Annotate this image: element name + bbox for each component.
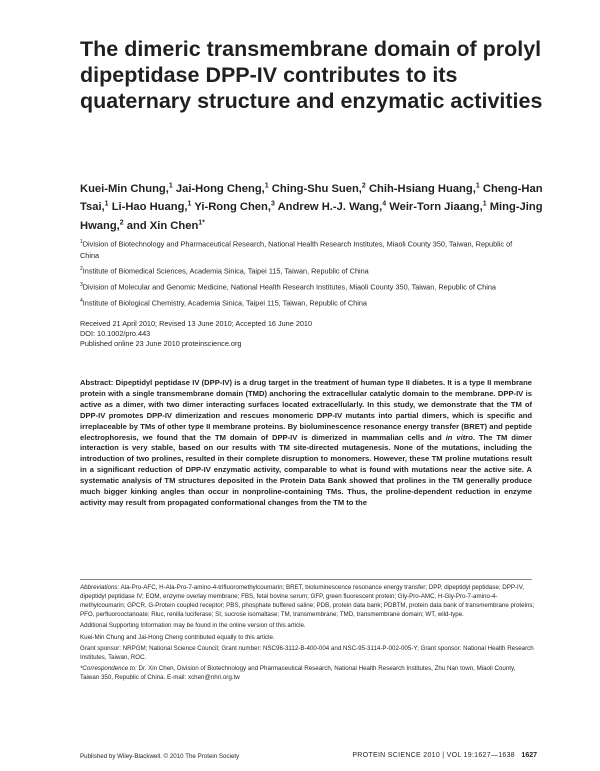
article-title: The dimeric transmembrane domain of prolyl dipeptidase DPP-IV contributes to its quaternary structure and enzymatic activities [80, 37, 543, 113]
affiliation-text: Institute of Biological Chemistry, Academia Sinica, Taipei 115, Taiwan, Republic of China [82, 298, 367, 308]
publication-dates [80, 319, 520, 349]
grant-note: Grant sponsor: NRPGM; National Science Council; Grant number: NSC96-3112-B-400-004 and NSC-95-3114-P-002-005-Y; Grant sponsor: National Health Research Institutes, Taiwan, ROC. [80, 644, 534, 661]
abbreviations-label: Abbreviations: [80, 584, 120, 591]
affiliation-number: 1 [80, 239, 83, 245]
author-affiliation-marker: 3 [270, 200, 275, 208]
author-affiliation-marker: 1 [264, 182, 269, 189]
author-name: Andrew H.-J. Wang, [277, 201, 383, 214]
author-name: and Xin Chen [126, 220, 199, 233]
author-affiliation-marker: 1 [168, 182, 173, 189]
publisher-credit: Published by Wiley-Blackwell. © 2010 The Protein Society [80, 753, 240, 760]
affiliation [80, 237, 520, 261]
page-footer [80, 752, 535, 764]
abstract-italic: in vitro [445, 432, 473, 442]
affiliation [80, 296, 520, 309]
author [80, 183, 173, 195]
affiliation-list [80, 237, 520, 312]
author-name: Jai-Hong Cheng, [175, 182, 265, 195]
received-dates: Received 21 April 2010; Revised 13 June 2010; Accepted 16 June 2010 [80, 319, 313, 328]
footnotes [80, 584, 535, 686]
author-affiliation-marker: 1 [475, 182, 480, 189]
affiliation-text: Division of Biotechnology and Pharmaceutical Research, National Health Research Institutes, Miaoli County 350, Taiwan, Republic of China [80, 239, 513, 260]
abbreviations-text: Ala-Pro-AFC, H-Ala-Pro-7-amino-4-trifluoromethylcoumarin; BRET, bioluminescence resonance energy transfer; DPP, dipeptidyl peptidase; DPP-IV, dipeptidyl peptidase IV; EOM, enzyme overlay membrane; FBS, fetal bovine serum; GFP, green fluorescent protein; Gly-Pro-AMC, H-Gly-Pro-7-amino-4-methylcoumarin; GPCR, G-Protein coupled receptor; PBS, phosphate buffered saline; PDB, protein data bank; PDBTM, protein data bank of transmembrane proteins; PFO, perfluorooctanoate; Rluc, renilla luciferase; SI, sucrose isomaltase; TM, transmembrane; TMD, transmembrane domain; WT, wild-type. [80, 584, 535, 618]
author-name: Ching-Shu Suen, [271, 182, 362, 195]
author-affiliation-marker: 2 [361, 182, 366, 189]
journal-citation: PROTEIN SCIENCE 2010 | VOL 19:1627—1638 [352, 752, 515, 759]
author [272, 183, 366, 195]
author-name: Ming-Jing Hwang, [80, 201, 543, 233]
author-affiliation-marker: 4 [382, 200, 387, 208]
author-affiliation-marker: 1 [482, 200, 487, 208]
supporting-info-note: Additional Supporting Information may be found in the online version of this article. [80, 622, 306, 630]
author-affiliation-marker: 2 [119, 219, 124, 227]
author-name: Chih-Hsiang Huang, [368, 182, 476, 195]
author-name: Li-Hao Huang, [111, 201, 188, 214]
author [369, 183, 480, 195]
author [176, 183, 269, 195]
published-online: Published online 23 June 2010 proteinscience.org [80, 339, 242, 348]
author [112, 201, 192, 213]
page-number: 1627 [521, 752, 537, 759]
author-affiliation-marker: 1 [104, 200, 109, 208]
author [278, 201, 387, 213]
author-name: Yi-Rong Chen, [194, 201, 271, 214]
affiliation-number: 2 [80, 266, 83, 273]
author [127, 220, 205, 232]
doi[interactable]: DOI: 10.1002/pro.443 [80, 329, 151, 338]
correspondence-label: *Correspondence to: [80, 665, 137, 673]
affiliation [80, 280, 520, 293]
author [389, 201, 486, 213]
footnote-divider [80, 579, 532, 580]
author-name: Cheng-Han Tsai, [80, 182, 543, 214]
author-list [80, 178, 560, 234]
affiliation-text: Division of Molecular and Genomic Medicine, National Health Research Institutes, Miaoli County 350, Taiwan, Republic of China [82, 282, 496, 292]
affiliation [80, 264, 520, 277]
affiliation-number: 3 [80, 282, 83, 289]
equal-contribution-note: Kuei-Min Chung and Jai-Hong Cheng contributed equally to this article. [80, 633, 275, 641]
author [194, 201, 275, 213]
abstract [80, 378, 532, 509]
correspondence-note [80, 665, 535, 683]
author-name: Kuei-Min Chung, [80, 182, 169, 195]
abbreviations-note [80, 584, 535, 620]
abstract-text-1: Abstract: Dipeptidyl peptidase IV (DPP-IV) is a drug target in the treatment of human type II diabetes. It is a type II membrane protein with a single transmembrane domain (TMD) anchoring the extracellular catalytic domain to the membrane. DPP-IV is active as a dimer, with two dimer interacting surfaces located extracellularly. In this study, we demonstrate that the TM of DPP-IV promotes DPP-IV dimerization and rescues monomeric DPP-IV mutants into partial dimers, which is specific and irreplaceable by TMs of other type II membrane proteins. By bioluminescence resonance energy transfer (BRET) and peptide electrophoresis, we found that the TM domain of DPP-IV is dimerized in mammalian cells and [80, 378, 532, 442]
author-affiliation-marker: 1* [198, 219, 205, 227]
author-affiliation-marker: 1 [187, 200, 192, 208]
affiliation-text: Institute of Biomedical Sciences, Academia Sinica, Taipei 115, Taiwan, Republic of China [82, 266, 369, 276]
correspondence-text: Dr. Xin Chen, Division of Biotechnology and Pharmaceutical Research, National Health Research Institutes, Zhu Nan town, Miaoli County, Taiwan 350, Republic of China. E-mail: xchen@nhri.org.tw [80, 665, 516, 682]
abstract-text-2: . The TM dimer interaction is very stable, based on our results with TM site-directed mutagenesis. None of the mutations, including the introduction of two prolines, resulted in their complete disruption to monomers. However, these TM proline mutations result in a significant reduction of DPP-IV enzymatic activity, comparable to what is found with mutations near the active site. A systematic analysis of TM structures deposited in the Protein Data Bank showed that prolines in the TM generally produce much bigger kinking angles than occur in nonproline-containing TMs. Thus, the proline-dependent reduction in enzyme activity may result from propagated conformational changes from the TM to the [80, 432, 532, 507]
affiliation-number: 4 [80, 297, 83, 304]
author-name: Weir-Torn Jiaang, [389, 201, 483, 214]
